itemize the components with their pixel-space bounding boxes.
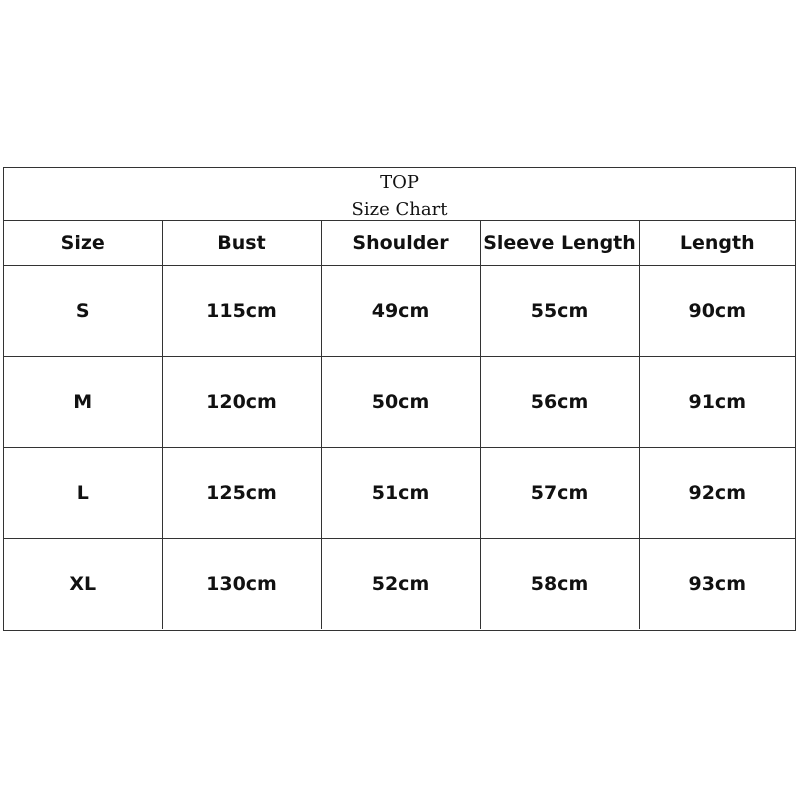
header-shoulder: Shoulder <box>321 221 480 266</box>
table-header-row <box>4 221 795 266</box>
table-row <box>4 357 795 448</box>
cell-sleeve-length: 57cm <box>480 448 639 539</box>
cell-bust: 125cm <box>162 448 321 539</box>
cell-shoulder: 50cm <box>321 357 480 448</box>
cell-length: 90cm <box>639 266 795 357</box>
cell-sleeve-length: 55cm <box>480 266 639 357</box>
header-sleeve-length: Sleeve Length <box>480 221 639 266</box>
cell-shoulder: 51cm <box>321 448 480 539</box>
cell-length: 92cm <box>639 448 795 539</box>
title-top: TOP <box>380 172 419 193</box>
table-row <box>4 266 795 357</box>
cell-bust: 130cm <box>162 539 321 630</box>
table-row <box>4 539 795 630</box>
header-bust: Bust <box>162 221 321 266</box>
cell-size: S <box>4 266 162 357</box>
cell-sleeve-length: 56cm <box>480 357 639 448</box>
header-size: Size <box>4 221 162 266</box>
header-length: Length <box>639 221 795 266</box>
cell-sleeve-length: 58cm <box>480 539 639 630</box>
cell-size: XL <box>4 539 162 630</box>
cell-bust: 120cm <box>162 357 321 448</box>
size-chart <box>3 167 796 631</box>
cell-shoulder: 49cm <box>321 266 480 357</box>
size-table <box>4 221 795 629</box>
cell-length: 93cm <box>688 573 746 595</box>
cell-size: M <box>4 357 162 448</box>
table-row <box>4 448 795 539</box>
chart-title <box>4 168 795 221</box>
cell-size: L <box>4 448 162 539</box>
cell-shoulder: 52cm <box>321 539 480 630</box>
title-size-chart: Size Chart <box>351 199 448 220</box>
cell-length: 91cm <box>639 357 795 448</box>
cell-bust: 115cm <box>162 266 321 357</box>
